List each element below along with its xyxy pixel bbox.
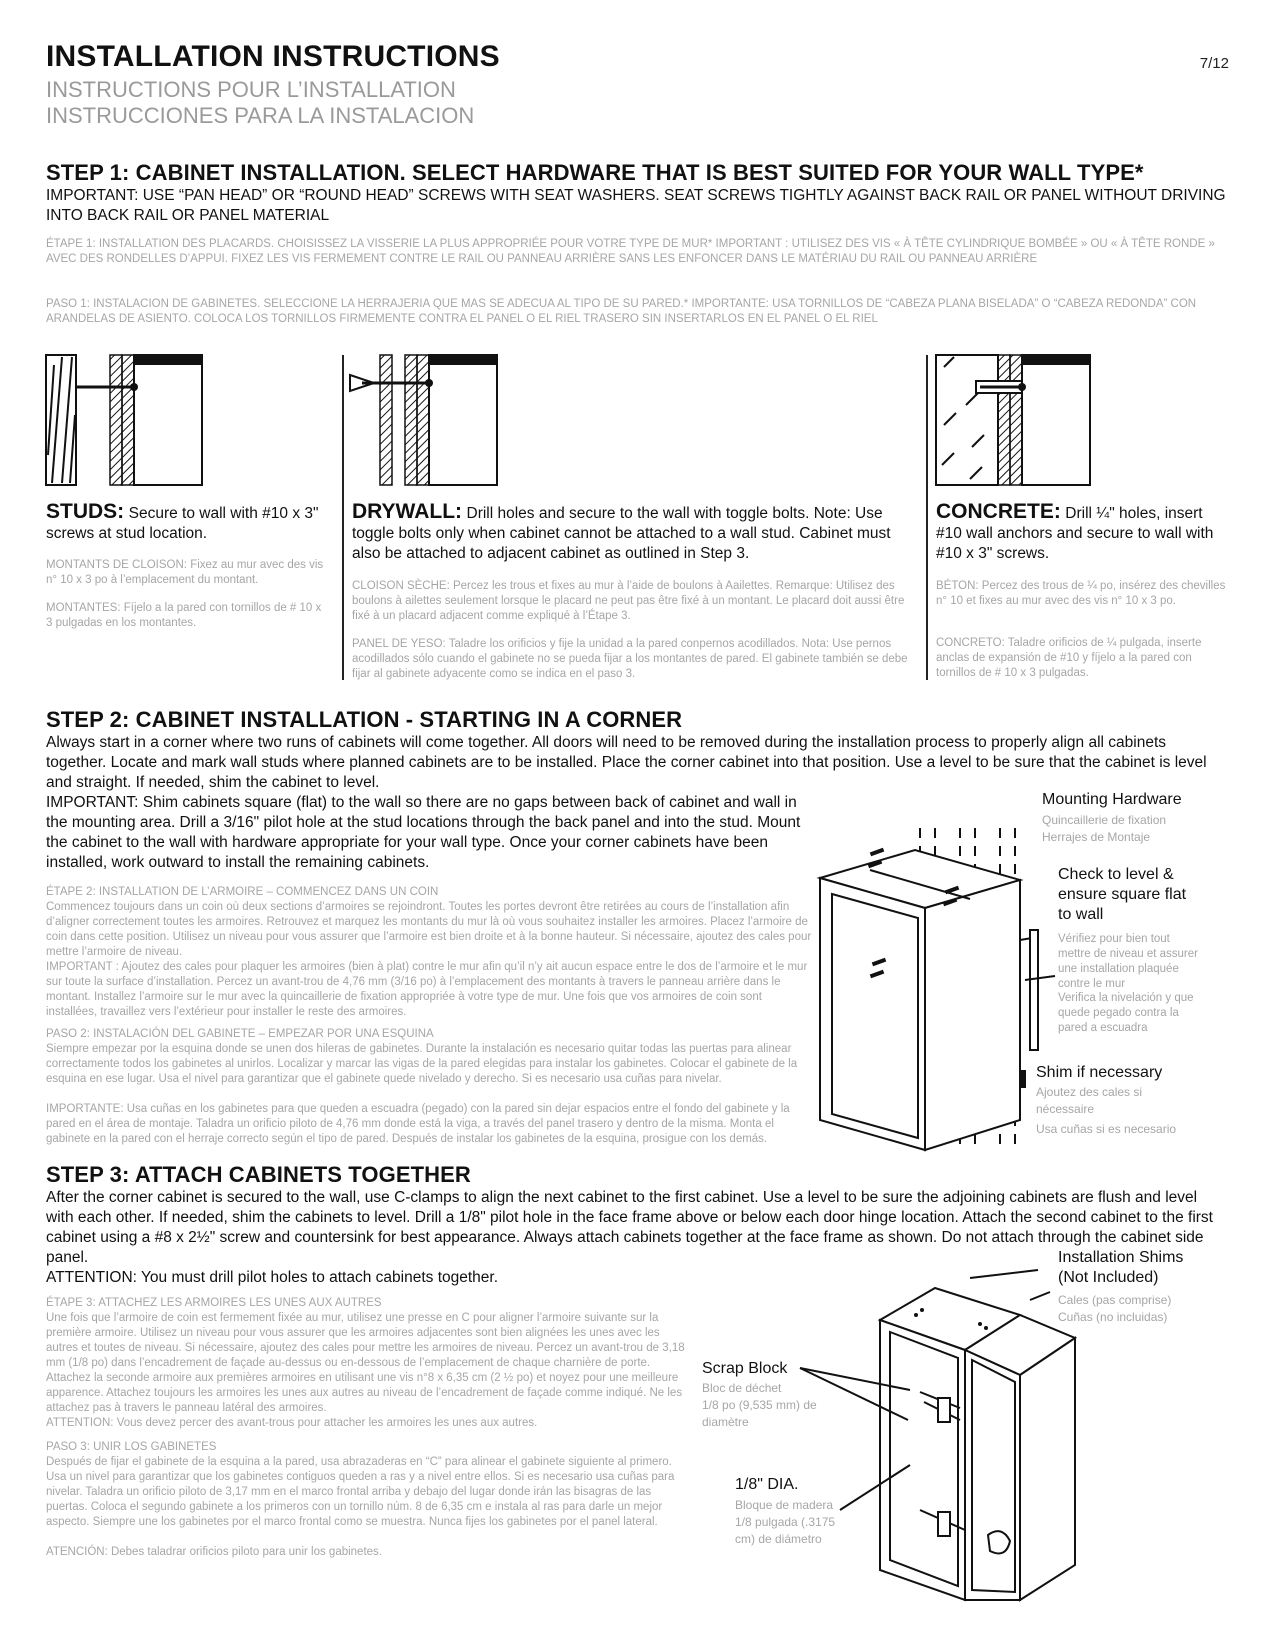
page-subtitle-es: INSTRUCCIONES PARA LA INSTALACION: [46, 103, 475, 128]
step3-attention: ATTENTION: You must drill pilot holes to attach cabinets together.: [46, 1269, 499, 1286]
step3-fr-body: Une fois que l’armoire de coin est fermement fixée au mur, utilisez une presse en C pour aligner l’armoire suivante sur la première armoire. Utilisez un niveau pour vous assurer que les armoires adjacentes sont bien alignées les unes avec les autres et toutes de niveau. Si nécessaire, ajoutez des cales pour mettre les armoires de niveau. Percez un avant-trou de 3,18 mm (1/8 po) dans l’encadrement de façade au-dessus ou en-dessous de l’emplacement de chaque charnière de porte. Attachez la seconde armoire aux premières armoires en utilisant une vis n°8 x 6,35 cm (2 ½ po) et noyez pour une meilleure apparence. Attachez toujours les armoires les unes aux autres au niveau de l’encadrement de façade comme indiqué. Ne les attachez pas à travers le panneau latéral des armoires.: [46, 1312, 685, 1414]
mounting-hardware-label: Mounting Hardware: [1042, 791, 1182, 808]
drywall-diagram: [350, 355, 530, 490]
drywall-es: PANEL DE YESO: Taladre los orificios y fije la unidad a la pared conpernos acodillados. Nota: Use pernos acodillados sólo cuando el gabinete no se pueda fijar a los montantes de pared. El gabinete también se debe fijar al gabinete adyacente como se indica en el paso 3.: [352, 638, 908, 680]
step2-heading: STEP 2: CABINET INSTALLATION - STARTING IN A CORNER: [46, 707, 683, 732]
shim-label: Shim if necessary: [1036, 1064, 1163, 1081]
step1-heading: STEP 1: CABINET INSTALLATION. SELECT HARDWARE THAT IS BEST SUITED FOR YOUR WALL TYPE*: [46, 160, 1144, 185]
installation-shims-fr: Cales (pas comprise): [1058, 1293, 1172, 1307]
column-divider: [342, 355, 344, 680]
installation-shims-label: Installation Shims (Not Included): [1058, 1249, 1184, 1286]
step2-body: Always start in a corner where two runs of cabinets will come together. All doors will need to be removed during the installation process to properly align all cabinets together. Locate and mark wall studs where planned cabinets are to be installed. Place the corner cabinet into that position. Use a level to be sure that the cabinet is level and straight. If needed, shim the cabinet to level.: [46, 734, 1207, 791]
shim-es: Usa cuñas si es necesario: [1036, 1122, 1177, 1136]
concrete-text: [936, 500, 1226, 564]
concrete-es: CONCRETO: Taladre orificios de ¼ pulgada, inserte anclas de expansión de #10 y fíjelo a la pared con tornillos de # 10 x 3 pulgadas.: [936, 637, 1202, 679]
scrap-block-es: 1/8 po (9,535 mm) de diamètre: [702, 1398, 817, 1429]
step2-es-heading: PASO 2: INSTALACIÓN DEL GABINETE – EMPEZAR POR UNA ESQUINA: [46, 1028, 434, 1040]
studs-text: [46, 500, 326, 544]
concrete-label: CONCRETE:: [936, 500, 1061, 523]
step1-fr: ÉTAPE 1: INSTALLATION DES PLACARDS. CHOISISSEZ LA VISSERIE LA PLUS APPROPRIÉE POUR VOTRE TYPE DE MUR* IMPORTANT : UTILISEZ DES VIS « À TÊTE CYLINDRIQUE BOMBÉE » OU « À TÊTE RONDE » AVEC DES RONDELLES D’APPUI. FIXEZ LES VIS FERMEMENT CONTRE LE RAIL OU PANNEAU ARRIÈRE SANS LES ENFONCER DANS LE MATÉRIAU DU RAIL OU PANNEAU ARRIÈRE: [46, 238, 1215, 265]
step2-fr-heading: ÉTAPE 2: INSTALLATION DE L’ARMOIRE – COMMENCEZ DANS UN COIN: [46, 886, 439, 898]
concrete-description: Drill ¼" holes, insert #10 wall anchors and secure to wall with #10 x 3" screws.: [936, 505, 1214, 562]
step3-body: After the corner cabinet is secured to the wall, use C-clamps to align the next cabinet to the first cabinet. Use a level to be sure the adjoining cabinets are flush and level with each other. If needed, shim the cabinets to level. Drill a 1/8" pilot hole in the face frame above or below each door hinge location. Attach the second cabinet to the first cabinet using a #8 x 2½" screw and countersink for best appearance. Always attach cabinets together at the face frame as shown. Do not attach through the cabinet side panel.: [46, 1189, 1213, 1266]
concrete-diagram: [936, 355, 1101, 490]
step3-es-body: Después de fijar el gabinete de la esquina a la pared, usa abrazaderas en “C” para alinear el gabinete siguiente al primero. Usa un nivel para garantizar que los gabinetes contiguos queden a ras y a nivel entre ellos. Si es necesario usa cuñas para nivelar. Taladra un orificio piloto de 3,17 mm en el marco frontal arriba y debajo del lugar donde irán las bisagras de las puertas. Coloca el segundo gabinete a los primeros con un tornillo núm. 8 de 6,35 cm e instala al ras para darle un mejor aspecto. Siempre une los gabinetes por el marco frontal como se muestra. Nunca fijes los gabinetes por el panel lateral.: [46, 1456, 675, 1528]
corner-cabinet-diagram: [810, 820, 1070, 1160]
studs-es: MONTANTES: Fíjelo a la pared con tornillos de # 10 x 3 pulgadas en los montantes.: [46, 602, 322, 629]
step1-important: IMPORTANT: USE “PAN HEAD” OR “ROUND HEAD” SCREWS WITH SEAT WASHERS. SEAT SCREWS TIGHTLY AGAINST BACK RAIL OR PANEL WITHOUT DRIVING INTO BACK RAIL OR PANEL MATERIAL: [46, 187, 1226, 224]
studs-label: STUDS:: [46, 500, 125, 523]
scrap-block-fr: Bloc de déchet: [702, 1381, 782, 1395]
scrap-block-label: Scrap Block: [702, 1360, 788, 1377]
page-subtitle-fr: INSTRUCTIONS POUR L’INSTALLATION: [46, 77, 456, 102]
studs-fr: MONTANTS DE CLOISON: Fixez au mur avec des vis n° 10 x 3 po à l’emplacement du montant.: [46, 559, 324, 586]
step3-fr-attention: ATTENTION: Vous devez percer des avant-trous pour attacher les armoires les unes aux autres.: [46, 1417, 538, 1429]
step3-fr-heading: ÉTAPE 3: ATTACHEZ LES ARMOIRES LES UNES AUX AUTRES: [46, 1297, 382, 1309]
page-number: 7/12: [1199, 55, 1229, 72]
step2-es-body: Siempre empezar por la esquina donde se unen dos hileras de gabinetes. Durante la instalación es necesario quitar todas las puertas para alinear correctamente todos los gabinetes al unirlos. Localizar y marcar las vigas de la pared elegidas para instalar los gabinetes. Colocar el gabinete de la esquina en ese lugar. Usa el nivel para garantizar que el gabinete quede nivelado y derecho. Si es necesario usa cuñas para nivelar.: [46, 1043, 798, 1085]
callout-leader-lines: [800, 1260, 1040, 1600]
drywall-label: DRYWALL:: [352, 500, 463, 523]
mounting-hardware-es: Herrajes de Montaje: [1042, 830, 1151, 844]
shim-fr: Ajoutez des cales si nécessaire: [1036, 1085, 1143, 1116]
check-level-label: Check to level & ensure square flat to wall: [1058, 866, 1187, 923]
drywall-description: Drill holes and secure to the wall with toggle bolts. Note: Use toggle bolts only when cabinet cannot be attached to a wall stud. Cabinet must also be attached to adjacent cabinet as outlined in Step 3.: [352, 505, 891, 562]
pilot-diameter-fr: Bloque de madera: [735, 1498, 834, 1512]
step2-important: IMPORTANT: Shim cabinets square (flat) to the wall so there are no gaps between back of cabinet and wall in the mounting area. Drill a 3/16" pilot hole at the stud locations through the back panel and into the stud. Mount the cabinet to the wall with hardware appropriate for your wall type. Once your corner cabinets have been installed, work outward to install the remaining cabinets.: [46, 794, 801, 871]
step2-es-important: IMPORTANTE: Usa cuñas en los gabinetes para que queden a escuadra (pegado) con la pared sin dejar espacios entre el fondo del gabinete y la pared en el área de montaje. Taladra un orificio piloto de 4,76 mm donde está la viga, a través del panel trasero y dentro de la misma. Monta el gabinete en la pared con el herraje correcto según el tipo de pared. Después de instalar los gabinetes de la esquina, prosigue con los demás.: [46, 1103, 790, 1145]
column-divider: [926, 355, 928, 680]
studs-description: Secure to wall with #10 x 3" screws at stud location.: [46, 505, 319, 542]
step3-es-heading: PASO 3: UNIR LOS GABINETES: [46, 1441, 217, 1453]
step1-es: PASO 1: INSTALACION DE GABINETES. SELECCIONE LA HERRAJERIA QUE MAS SE ADECUA AL TIPO DE SU PARED.* IMPORTANTE: USA TORNILLOS DE “CABEZA PLANA BISELADA” O “CABEZA REDONDA” CON ARANDELAS DE ASIENTO. COLOCA LOS TORNILLOS FIRMEMENTE CONTRA EL PANEL O EL RIEL TRASERO SIN INSERTARLOS EN EL PANEL O EL RIEL: [46, 298, 1197, 325]
step2-fr-important: IMPORTANT : Ajoutez des cales pour plaquer les armoires (bien à plat) contre le mur afin qu’il n’y ait aucun espace entre le dos de l’armoire et le mur sur toute la surface d’installation. Percez un avant-trou de 4,76 mm (3/16 po) à l’emplacement des montants à travers le panneau arrière dans le montant. Installez l’armoire sur le mur avec la quincaillerie de fixation appropriée à votre type de mur. Une fois que vos armoires de coin sont installées, travaillez vers l’extérieur pour installer le reste des armoires.: [46, 961, 808, 1018]
concrete-fr: BÉTON: Percez des trous de ¼ po, insérez des chevilles n° 10 et fixes au mur avec des vis n° 10 x 3 po.: [936, 580, 1226, 607]
step3-heading: STEP 3: ATTACH CABINETS TOGETHER: [46, 1162, 471, 1187]
studs-diagram: [46, 355, 206, 485]
mounting-hardware-fr: Quincaillerie de fixation: [1042, 813, 1167, 827]
step3-es-attention: ATENCIÓN: Debes taladrar orificios piloto para unir los gabinetes.: [46, 1546, 382, 1558]
check-level-fr: Vérifiez pour bien tout mettre de niveau et assurer une installation plaquée contre le mur: [1058, 933, 1198, 990]
check-level-es: Verifica la nivelación y que quede pegado contra la pared a escuadra: [1058, 992, 1194, 1034]
step2-fr-body: Commencez toujours dans un coin où deux sections d’armoires se rejoindront. Toutes les portes devront être retirées au cours de l’installation afin d’aligner correctement toutes les armoires. Retrouvez et marquez les montants du mur là où vous souhaitez installer les armoires. Placez l’armoire de coin dans cette position. Utilisez un niveau pour vous assurer que l’armoire est bien droite et à la bonne hauteur. Si nécessaire, ajoutez des cales pour mettre l’armoire de niveau.: [46, 901, 812, 958]
installation-shims-es: Cuñas (no incluidas): [1058, 1310, 1168, 1324]
pilot-diameter-es: 1/8 pulgada (.3175 cm) de diámetro: [735, 1515, 836, 1546]
drywall-fr: CLOISON SÈCHE: Percez les trous et fixes au mur à l’aide de boulons à Aailettes. Remarque: Utilisez des boulons à ailettes seulement lorsque le placard ne peut pas être fixé à un montant. Le placard doit aussi être fixé à un placard adjacent comme expliqué à l’Étape 3.: [352, 580, 905, 622]
page-title: INSTALLATION INSTRUCTIONS: [46, 40, 500, 73]
pilot-diameter-label: 1/8" DIA.: [735, 1476, 799, 1493]
drywall-text: [352, 500, 912, 564]
